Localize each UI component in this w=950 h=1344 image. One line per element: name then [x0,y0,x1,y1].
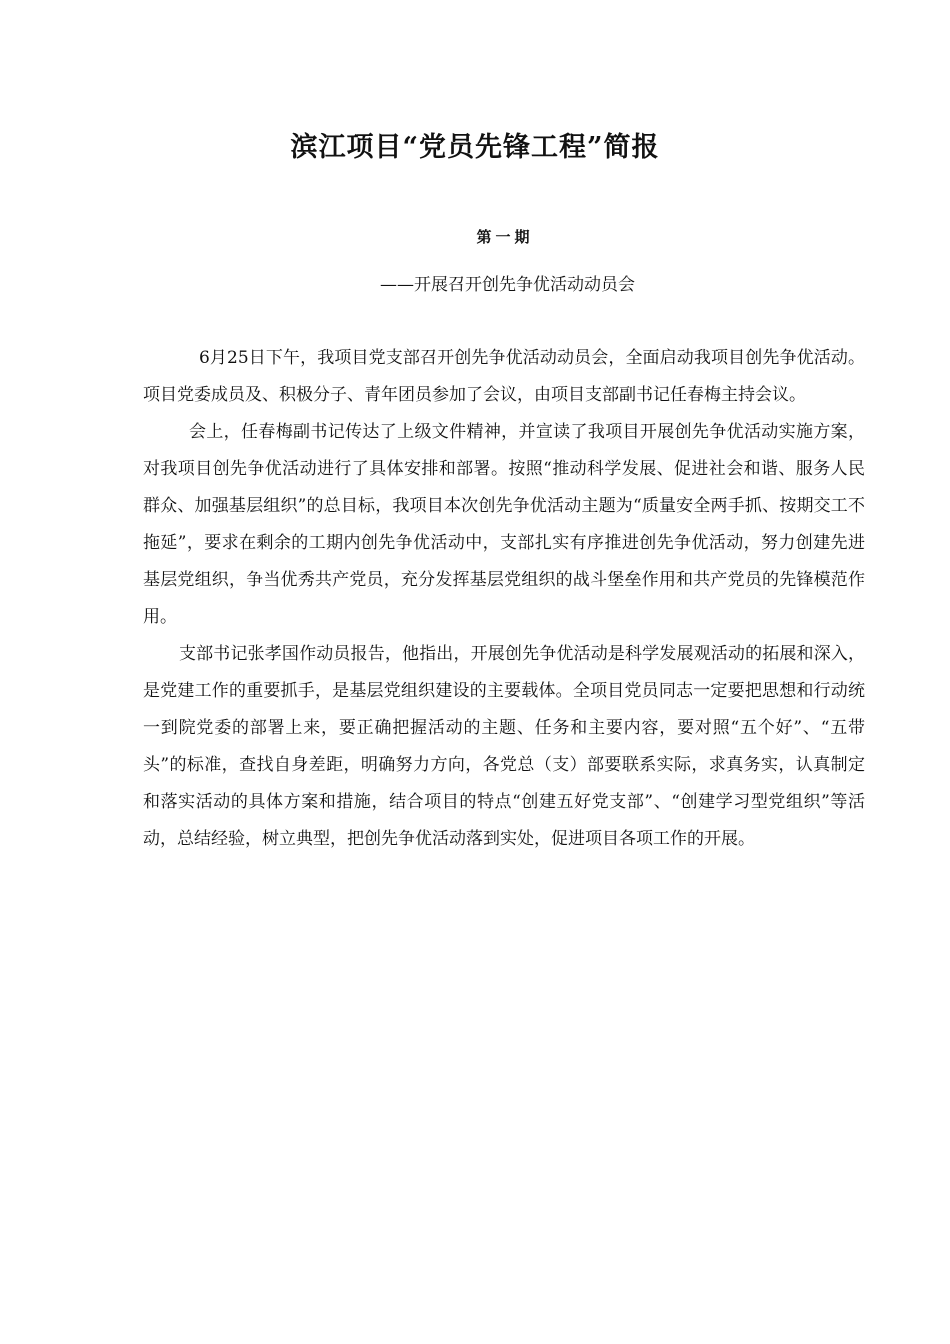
issue-number: 第一期 [476,228,534,246]
body-paragraph: 支部书记张孝国作动员报告，他指出，开展创先争优活动是科学发展观活动的拓展和深入，是党建工作的重要抓手，是基层党组织建设的主要载体。全项目党员同志一定要把思想和行动统一到院党委的部署上来，要正确把握活动的主题、任务和主要内容，要对照“五个好”、“五带头”的标准，查找自身差距，明确努力方向，各党总（支）部要联系实际，求真务实，认真制定和落实活动的具体方案和措施，结合项目的特点“创建五好党支部”、“创建学习型党组织”等活动，总结经验，树立典型，把创先争优活动落到实处，促进项目各项工作的开展。 [143,644,865,849]
body-paragraph: 6月25日下午，我项目党支部召开创先争优活动动员会，全面启动我项目创先争优活动。项目党委成员及、积极分子、青年团员参加了会议，由项目支部副书记任春梅主持会议。 [143,348,865,405]
body-paragraph: 会上，任春梅副书记传达了上级文件精神，并宣读了我项目开展创先争优活动实施方案，对我项目创先争优活动进行了具体安排和部署。按照“推动科学发展、促进社会和谐、服务人民群众、加强基层组织”的总目标，我项目本次创先争优活动主题为“质量安全两手抓、按期交工不拖延”，要求在剩余的工期内创先争优活动中，支部扎实有序推进创先争优活动，努力创建先进基层党组织，争当优秀共产党员，充分发挥基层党组织的战斗堡垒作用和共产党员的先锋模范作用。 [143,422,865,627]
document-body [143,340,865,858]
document-subtitle: ——开展召开创先争优活动动员会 [380,275,635,295]
document-title: 滨江项目“党员先锋工程”简报 [290,132,660,163]
